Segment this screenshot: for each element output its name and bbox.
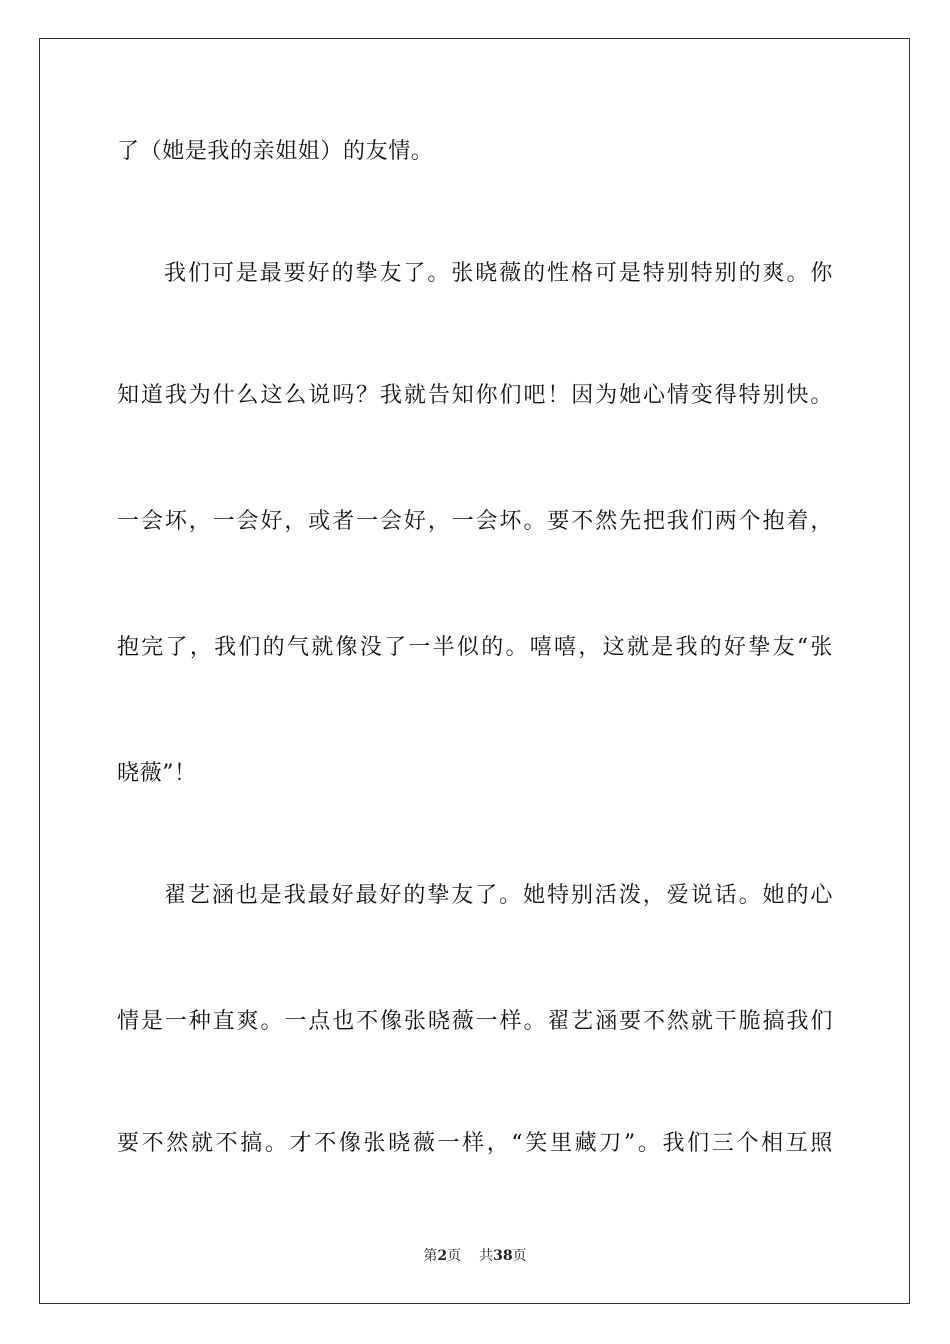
page-border bbox=[39, 38, 910, 1304]
footer-total-pages: 38 bbox=[493, 1248, 513, 1264]
text-line-8: 情是一种直爽。一点也不像张晓薇一样。翟艺涵要不然就干脆搞我们 bbox=[117, 1009, 833, 1034]
text-line-2: 我们可是最要好的挚友了。张晓薇的性格可是特别特别的爽。你 bbox=[164, 261, 833, 286]
text-line-1: 了（她是我的亲姐姐）的友情。 bbox=[117, 139, 434, 164]
text-line-9: 要不然就不搞。才不像张晓薇一样，“笑里藏刀”。我们三个相互照 bbox=[117, 1131, 833, 1156]
text-line-3: 知道我为什么这么说吗？我就告知你们吧！因为她心情变得特别快。 bbox=[117, 383, 833, 408]
text-line-4: 一会坏，一会好，或者一会好，一会坏。要不然先把我们两个抱着， bbox=[117, 509, 833, 534]
footer-total-suffix: 页 bbox=[512, 1248, 527, 1264]
page-footer bbox=[0, 1247, 950, 1265]
text-line-6: 晓薇”！ bbox=[117, 761, 197, 786]
footer-page-number: 2 bbox=[437, 1248, 448, 1264]
footer-page-prefix: 第 bbox=[423, 1248, 438, 1264]
footer-page-suffix: 页 bbox=[447, 1248, 462, 1264]
text-line-7: 翟艺涵也是我最好最好的挚友了。她特别活泼，爱说话。她的心 bbox=[164, 883, 833, 908]
text-line-5: 抱完了，我们的气就像没了一半似的。嘻嘻，这就是我的好挚友“张 bbox=[117, 635, 833, 660]
footer-total-prefix: 共 bbox=[479, 1248, 494, 1264]
